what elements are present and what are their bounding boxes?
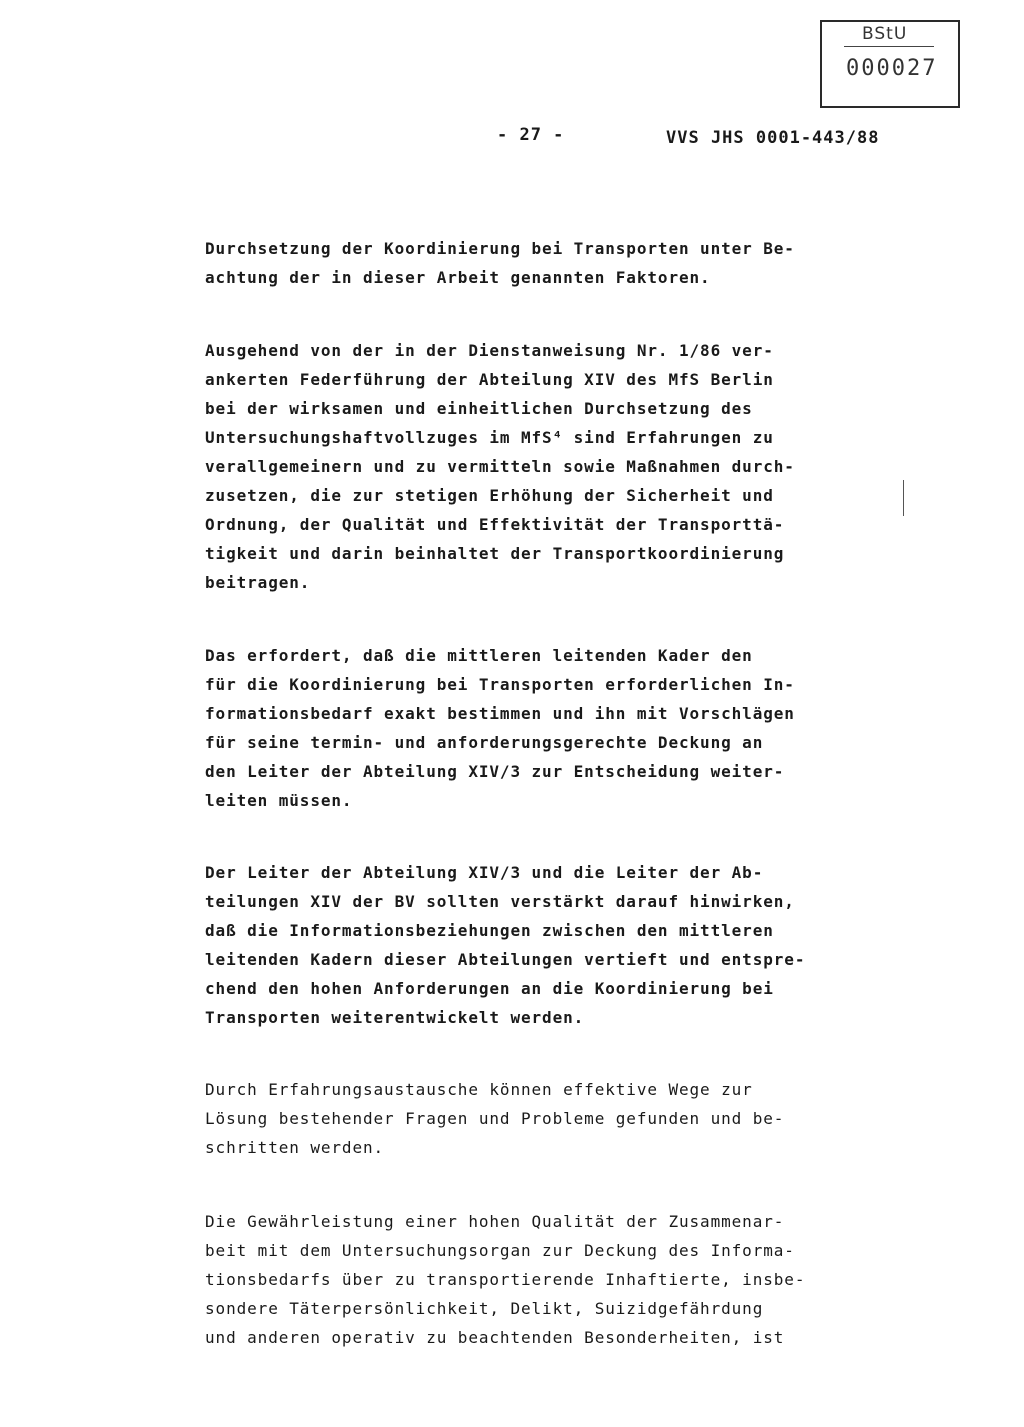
- text-line: Lösung bestehender Fragen und Probleme gefunden und be-: [205, 1109, 785, 1128]
- text-line: Ordnung, der Qualität und Effektivität der Transporttä-: [205, 515, 785, 534]
- text-line: Der Leiter der Abteilung XIV/3 und die Leiter der Ab-: [205, 863, 764, 882]
- text-line: sondere Täterpersönlichkeit, Delikt, Suizidgefährdung: [205, 1299, 764, 1318]
- paragraph: [205, 1207, 905, 1352]
- stamp-org: BStU: [862, 24, 908, 44]
- text-line: Durchsetzung der Koordinierung bei Transporten unter Be-: [205, 239, 795, 258]
- paragraph: [205, 641, 905, 815]
- stamp-divider: [844, 46, 934, 47]
- text-line: bei der wirksamen und einheitlichen Durchsetzung des: [205, 399, 753, 418]
- text-line: tionsbedarfs über zu transportierende Inhaftierte, insbe-: [205, 1270, 806, 1289]
- text-line: Das erfordert, daß die mittleren leitenden Kader den: [205, 646, 753, 665]
- text-line: leitenden Kadern dieser Abteilungen vertieft und entspre-: [205, 950, 806, 969]
- text-line: Untersuchungshaftvollzuges im MfS⁴ sind Erfahrungen zu: [205, 428, 774, 447]
- text-line: teilungen XIV der BV sollten verstärkt darauf hinwirken,: [205, 892, 795, 911]
- text-line: ankerten Federführung der Abteilung XIV des MfS Berlin: [205, 370, 774, 389]
- text-line: Transporten weiterentwickelt werden.: [205, 1008, 585, 1027]
- text-line: zusetzen, die zur stetigen Erhöhung der Sicherheit und: [205, 486, 774, 505]
- text-line: und anderen operativ zu beachtenden Besonderheiten, ist: [205, 1328, 785, 1347]
- text-line: schritten werden.: [205, 1138, 385, 1157]
- text-line: chend den hohen Anforderungen an die Koordinierung bei: [205, 979, 774, 998]
- text-line: Ausgehend von der in der Dienstanweisung Nr. 1/86 ver-: [205, 341, 774, 360]
- text-line: daß die Informationsbeziehungen zwischen den mittleren: [205, 921, 774, 940]
- text-line: leiten müssen.: [205, 791, 353, 810]
- text-line: tigkeit und darin beinhaltet der Transportkoordinierung: [205, 544, 785, 563]
- archive-stamp: [820, 20, 960, 108]
- paragraph-list: [205, 234, 905, 1352]
- document-body: [205, 190, 905, 1352]
- paragraph: [205, 858, 905, 1032]
- paragraph: [205, 234, 905, 292]
- text-line: beit mit dem Untersuchungsorgan zur Deckung des Informa-: [205, 1241, 795, 1260]
- text-line: Die Gewährleistung einer hohen Qualität der Zusammenar-: [205, 1212, 785, 1231]
- text-line: Durch Erfahrungsaustausche können effektive Wege zur: [205, 1080, 753, 1099]
- stamp-number: 000027: [846, 56, 938, 81]
- text-line: verallgemeinern und zu vermitteln sowie Maßnahmen durch-: [205, 457, 795, 476]
- text-line: beitragen.: [205, 573, 311, 592]
- text-line: achtung der in dieser Arbeit genannten Faktoren.: [205, 268, 711, 287]
- text-line: den Leiter der Abteilung XIV/3 zur Entscheidung weiter-: [205, 762, 785, 781]
- paragraph: [205, 336, 905, 597]
- page-number: - 27 -: [497, 125, 565, 145]
- document-reference: VVS JHS 0001-443/88: [666, 128, 880, 148]
- paragraph: [205, 1075, 905, 1162]
- text-line: formationsbedarf exakt bestimmen und ihn mit Vorschlägen: [205, 704, 795, 723]
- text-line: für die Koordinierung bei Transporten erforderlichen In-: [205, 675, 795, 694]
- text-line: für seine termin- und anforderungsgerechte Deckung an: [205, 733, 764, 752]
